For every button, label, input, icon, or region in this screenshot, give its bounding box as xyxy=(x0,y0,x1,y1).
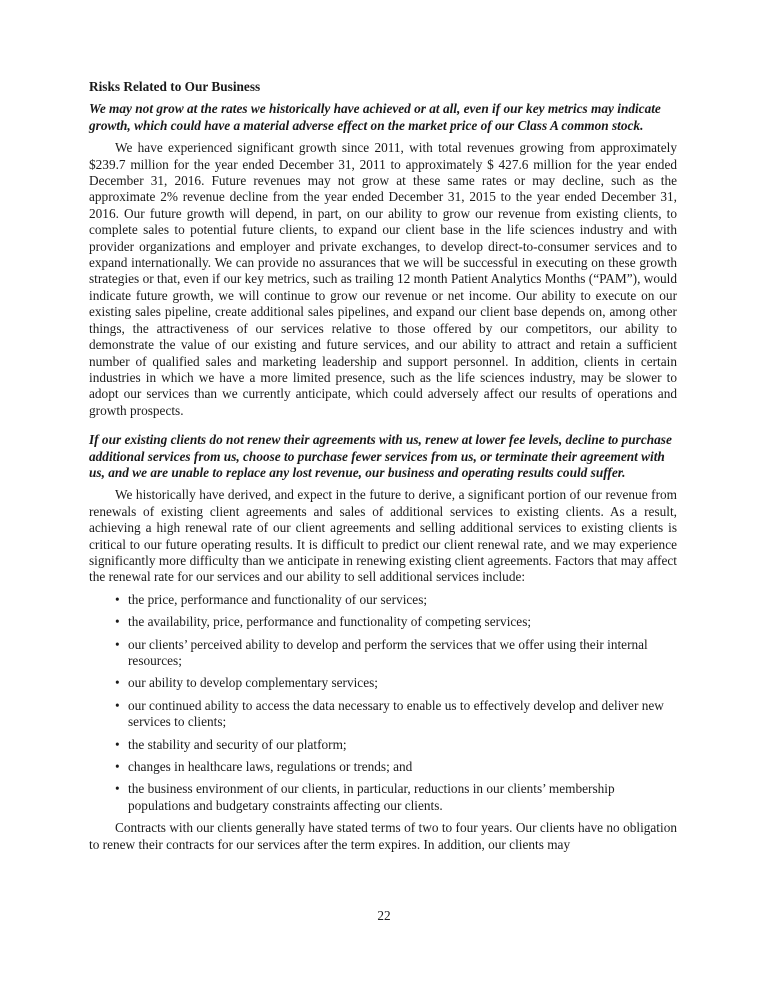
list-item-text: the price, performance and functionality of our services; xyxy=(128,591,428,607)
list-item-text: our clients’ perceived ability to develop and perform the services that we offer using their internal resources; xyxy=(128,636,648,668)
contracts-paragraph: Contracts with our clients generally have stated terms of two to four years. Our clients have no obligation to renew their contracts for our services after the term expires. In addition, our clients may xyxy=(89,820,677,852)
list-item xyxy=(89,759,677,775)
list-item xyxy=(89,637,677,670)
list-item-text: the availability, price, performance and functionality of competing services; xyxy=(128,614,532,630)
bullet-icon: • xyxy=(115,736,120,752)
list-item-text: the stability and security of our platform; xyxy=(128,736,347,752)
list-item xyxy=(89,698,677,731)
bullet-icon: • xyxy=(115,759,120,775)
bullet-icon: • xyxy=(115,675,120,691)
list-item xyxy=(89,614,677,630)
list-item xyxy=(89,737,677,753)
risk-factor-paragraph-renewal: We historically have derived, and expect in the future to derive, a significant portion of our revenue from renewals of existing client agreements and sales of additional services to existing clients. As a result, achieving a high renewal rate of our client agreements and selling additional services to existing clients is critical to our future operating results. It is difficult to predict our client renewal rate, and we may experience significantly more difficulty than we anticipate in renewing existing client agreements. Factors that may affect the renewal rate for our services and our ability to sell additional services include: xyxy=(89,487,677,585)
bullet-icon: • xyxy=(115,591,120,607)
list-item xyxy=(89,781,677,814)
bullet-icon: • xyxy=(115,781,120,797)
renewal-factors-list xyxy=(89,592,677,814)
risk-factor-paragraph-growth: We have experienced significant growth since 2011, with total revenues growing from approximately $239.7 million for the year ended December 31, 2011 to approximately $ 427.6 million for the year ended December 31, 2016. Future revenues may not grow at these same rates or may decline, such as the approximate 2% revenue decline from the year ended December 31, 2015 to the year ended December 31, 2016. Our future growth will depend, in part, on our ability to grow our revenue from existing clients, to complete sales to potential future clients, to expand our client base in the life sciences industry and with provider organizations and employer and private exchanges, to develop direct-to-consumer services and to expand internationally. We can provide no assurances that we will be successful in executing on these growth strategies or that, even if our key metrics, such as trailing 12 month Patient Analytics Months (“PAM”), would indicate future growth, we will continue to grow our revenue or net income. Our ability to execute on our existing sales pipeline, create additional sales pipelines, and expand our client base depends on, among other things, the attractiveness of our services relative to those offered by our competitors, our ability to demonstrate the value of our existing and future services, and our ability to attract and retain a sufficient number of qualified sales and marketing leadership and support personnel. In addition, clients in certain industries in which we have a more limited presence, such as the life sciences industry, may be slower to adopt our services than we currently anticipate, which could adversely affect our results of operations and growth prospects. xyxy=(89,140,677,418)
risk-factor-title-growth: We may not grow at the rates we historically have achieved or at all, even if our key metrics may indicate growth, which could have a material adverse effect on the market price of our Class A common stock. xyxy=(89,101,661,133)
list-item-text: our continued ability to access the data necessary to enable us to effectively develop and deliver new services to clients; xyxy=(128,697,664,730)
list-item-text: our ability to develop complementary services; xyxy=(128,675,378,691)
bullet-icon: • xyxy=(115,614,120,630)
list-item-text: the business environment of our clients, in particular, reductions in our clients’ membership populations and budgetary constraints affecting our clients. xyxy=(128,781,615,813)
list-item xyxy=(89,592,677,608)
bullet-icon: • xyxy=(115,636,120,652)
bullet-icon: • xyxy=(115,697,120,713)
list-item xyxy=(89,675,677,691)
risk-factor-title-renewal: If our existing clients do not renew their agreements with us, renew at lower fee levels, decline to purchase additional services from us, choose to purchase fewer services from us, or terminate their agreement with us, and we are unable to replace any lost revenue, our business and operating results could suffer. xyxy=(89,432,672,480)
page-number: 22 xyxy=(377,908,391,923)
section-heading: Risks Related to Our Business xyxy=(89,79,261,94)
page-content xyxy=(89,79,677,853)
paragraph-spacer xyxy=(89,419,677,432)
list-item-text: changes in healthcare laws, regulations or trends; and xyxy=(128,759,413,775)
